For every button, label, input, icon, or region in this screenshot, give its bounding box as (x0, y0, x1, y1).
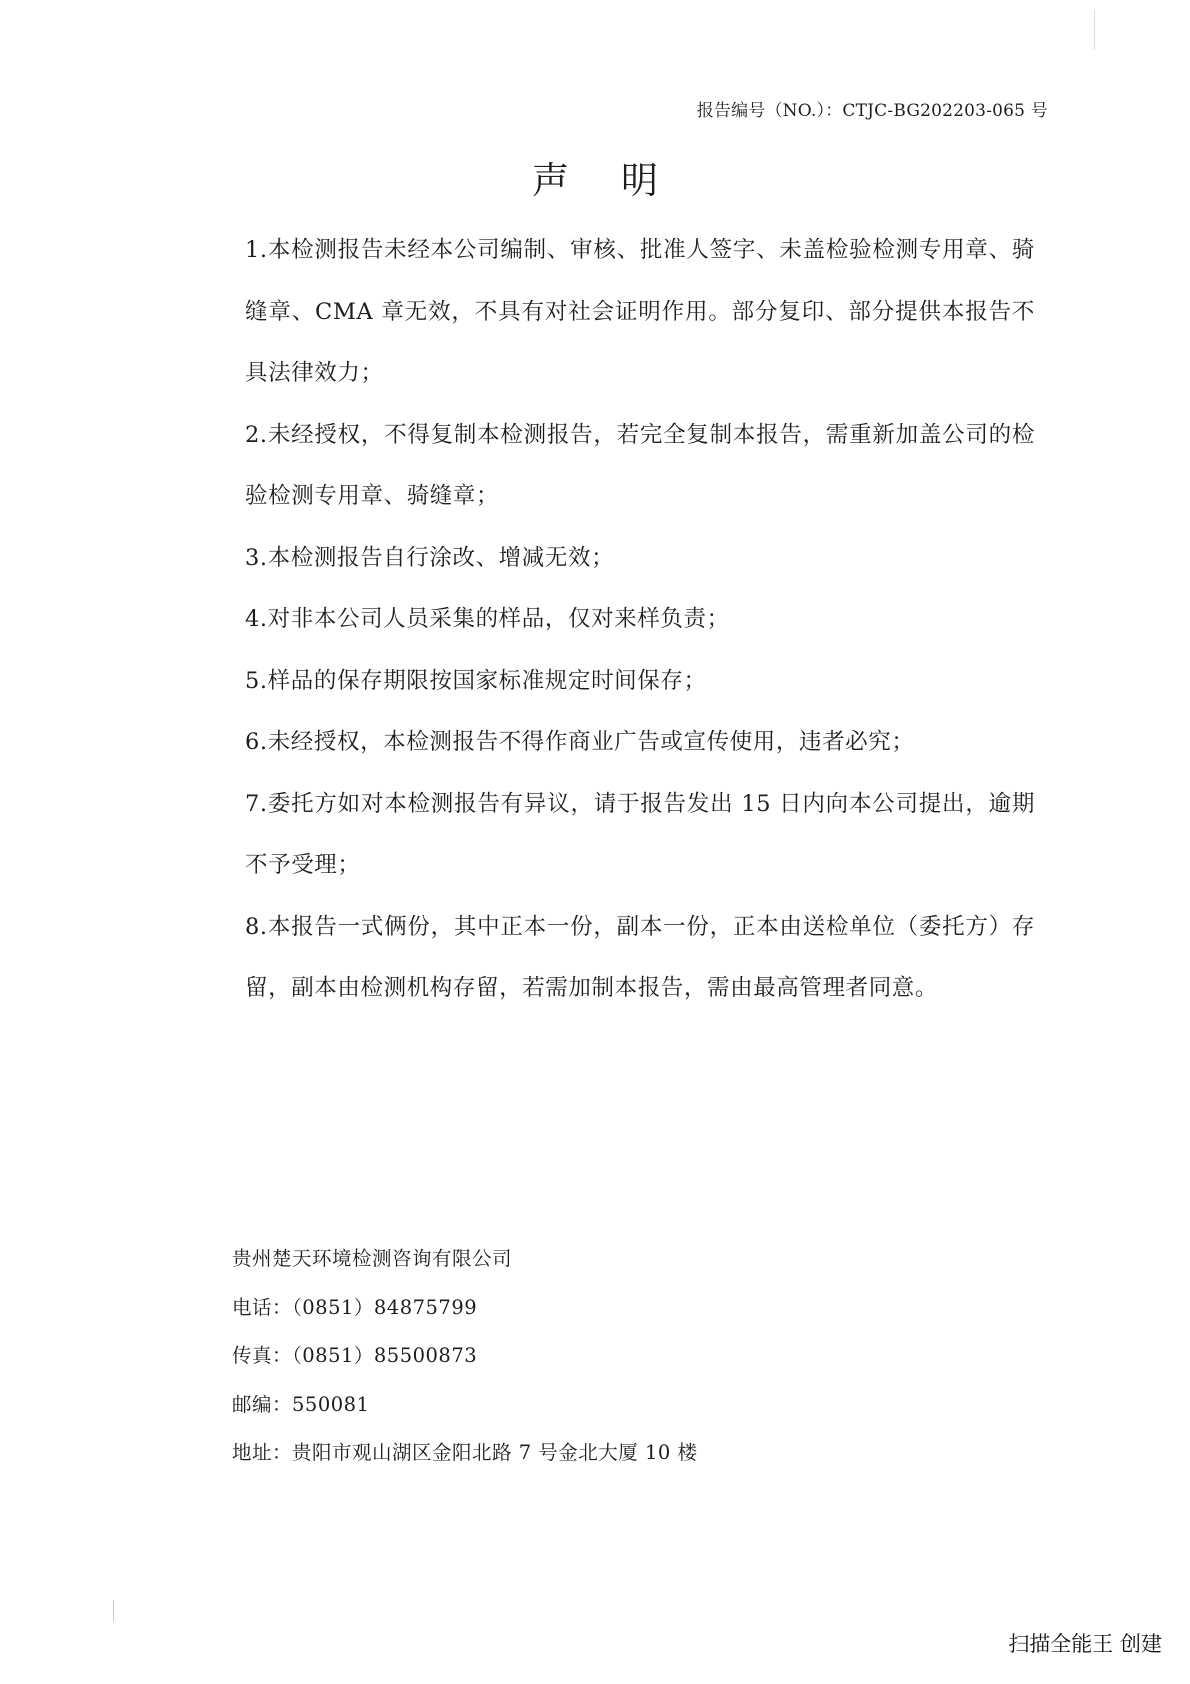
company-contact-block (232, 1235, 698, 1478)
scan-edge-mark-top (1094, 10, 1095, 50)
clause-2: 2.未经授权，不得复制本检测报告，若完全复制本报告，需重新加盖公司的检验检测专用章、骑缝章； (245, 421, 1035, 509)
company-fax: 传真：（0851）85500873 (232, 1344, 478, 1367)
clause-8: 8.本报告一式俩份，其中正本一份，副本一份，正本由送检单位（委托方）存留，副本由检测机构存留，若需加制本报告，需由最高管理者同意。 (245, 913, 1035, 1001)
clause-3: 3.本检测报告自行涂改、增减无效； (245, 544, 615, 571)
clause-7: 7.委托方如对本检测报告有异议，请于报告发出 15 日内向本公司提出，逾期不予受理； (245, 790, 1035, 878)
declaration-clauses (245, 220, 1035, 1020)
company-postcode: 邮编：550081 (232, 1392, 370, 1416)
scan-edge-mark-bottom (113, 1600, 114, 1622)
report-number: 报告编号（NO.）：CTJC-BG202203-065 号 (696, 101, 1048, 121)
clause-5: 5.样品的保存期限按国家标准规定时间保存； (245, 667, 707, 694)
company-phone: 电话：（0851）84875799 (232, 1295, 478, 1319)
clause-1: 1.本检测报告未经本公司编制、审核、批准人签字、未盖检验检测专用章、骑缝章、CMA 章无效，不具有对社会证明作用。部分复印、部分提供本报告不具法律效力； (245, 237, 1035, 386)
page-title: 声明 (532, 159, 710, 202)
company-address: 地址：贵阳市观山湖区金阳北路 7 号金北大厦 10 楼 (232, 1441, 698, 1464)
clause-4: 4.对非本公司人员采集的样品，仅对来样负责； (245, 606, 730, 632)
company-name: 贵州楚天环境检测咨询有限公司 (232, 1247, 513, 1270)
clause-6: 6.未经授权，本检测报告不得作商业广告或宣传使用，违者必究； (245, 729, 915, 755)
scanner-watermark: 扫描全能王 创建 (1008, 1632, 1162, 1656)
